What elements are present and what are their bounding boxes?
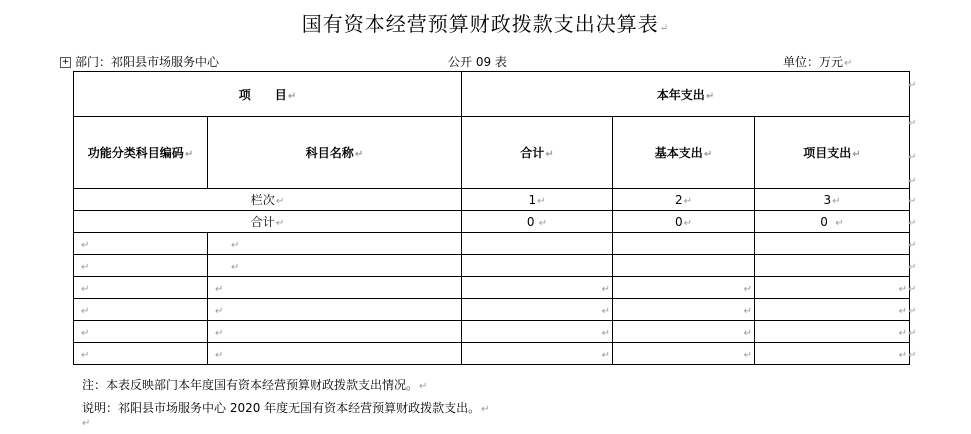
paragraph-mark-icon: ↵ (844, 58, 853, 69)
header-project: 项 目↵ (74, 72, 462, 117)
table-cell: ↵ (462, 343, 613, 365)
paragraph-mark-icon: ↵ (908, 262, 917, 273)
form-number: 公开 09 表 (448, 55, 507, 69)
paragraph-mark-icon: ↵ (908, 196, 917, 207)
paragraph-mark-icon: ↵ (908, 218, 917, 229)
paragraph-mark-icon: ↵ (908, 284, 917, 295)
table-row (74, 343, 910, 365)
header-project-exp: 项目支出↵ (755, 117, 910, 189)
page-title (0, 8, 971, 37)
table-cell (462, 255, 613, 277)
table-cell: ↵ (208, 343, 462, 365)
table-cell: 2↵ (613, 189, 755, 211)
table-cell: ↵ (74, 321, 208, 343)
header-subject-name: 科目名称↵ (208, 117, 462, 189)
table-cell: ↵ (462, 321, 613, 343)
table-cell: ↵ (755, 321, 910, 343)
table-cell (755, 255, 910, 277)
table-cell: ↵ (208, 321, 462, 343)
table-cell: ↵ (613, 321, 755, 343)
table-row (74, 277, 910, 299)
unit-label: 单位：万元↵ (783, 55, 853, 69)
header-func-code: 功能分类科目编码↵ (74, 117, 208, 189)
table-cell: ↵ (208, 233, 462, 255)
header-total: 合计↵ (462, 117, 613, 189)
table-cell: 0 ↵ (755, 211, 910, 233)
table-cell: 0↵ (613, 211, 755, 233)
paragraph-mark-icon: ↵ (908, 80, 917, 91)
table-cell: ↵ (613, 343, 755, 365)
table-row (74, 211, 910, 233)
table-cell: ↵ (755, 277, 910, 299)
title-text: 国有资本经营预算财政拨款支出决算表 (301, 12, 659, 36)
paragraph-mark-icon: ↵ (908, 118, 917, 129)
paragraph-mark-icon: ↵ (908, 152, 917, 163)
table-cell: ↵ (755, 299, 910, 321)
table-cell: ↵ (208, 277, 462, 299)
header-year-expense: 本年支出↵ (462, 72, 910, 117)
table-cell (755, 233, 910, 255)
table-cell: ↵ (462, 277, 613, 299)
table-cell (462, 233, 613, 255)
note-text: 注：本表反映部门本年度国有资本经营预算财政拨款支出情况。↵ (82, 378, 428, 392)
table-cell: ↵ (74, 343, 208, 365)
header-basic: 基本支出↵ (613, 117, 755, 189)
table-cell: ↵ (74, 277, 208, 299)
paragraph-mark-icon: ↵ (82, 418, 91, 429)
row-total-label: 合计↵ (74, 211, 462, 233)
table-cell: ↵ (208, 255, 462, 277)
paragraph-mark-icon: ↵ (908, 176, 917, 187)
table-cell: ↵ (613, 299, 755, 321)
table-row (74, 233, 910, 255)
table-cell (613, 233, 755, 255)
explanation-text: 说明：祁阳县市场服务中心 2020 年度无国有资本经营预算财政拨款支出。↵ (82, 401, 490, 415)
table-cell: ↵ (613, 277, 755, 299)
paragraph-mark-icon: ↵ (908, 350, 917, 361)
expense-table (73, 71, 910, 365)
table-cell: 0 ↵ (462, 211, 613, 233)
table-row (74, 189, 910, 211)
department-label: 部门：祁阳县市场服务中心 (75, 55, 220, 69)
table-cell: ↵ (755, 343, 910, 365)
table-cell: ↵ (462, 299, 613, 321)
row-index-label: 栏次↵ (74, 189, 462, 211)
table-cell: 3↵ (755, 189, 910, 211)
table-cell: ↵ (74, 233, 208, 255)
paragraph-mark-icon: ↵ (908, 240, 917, 251)
paragraph-mark-icon: ↵ (908, 328, 917, 339)
table-row (74, 299, 910, 321)
paragraph-mark-icon: ↵ (908, 306, 917, 317)
move-anchor-icon[interactable]: + (61, 57, 70, 67)
table-cell: 1↵ (462, 189, 613, 211)
table-row (74, 321, 910, 343)
table-cell (613, 255, 755, 277)
table-cell: ↵ (74, 255, 208, 277)
table-row (74, 255, 910, 277)
table-cell: ↵ (208, 299, 462, 321)
paragraph-mark-icon: ↵ (659, 23, 670, 34)
table-cell: ↵ (74, 299, 208, 321)
